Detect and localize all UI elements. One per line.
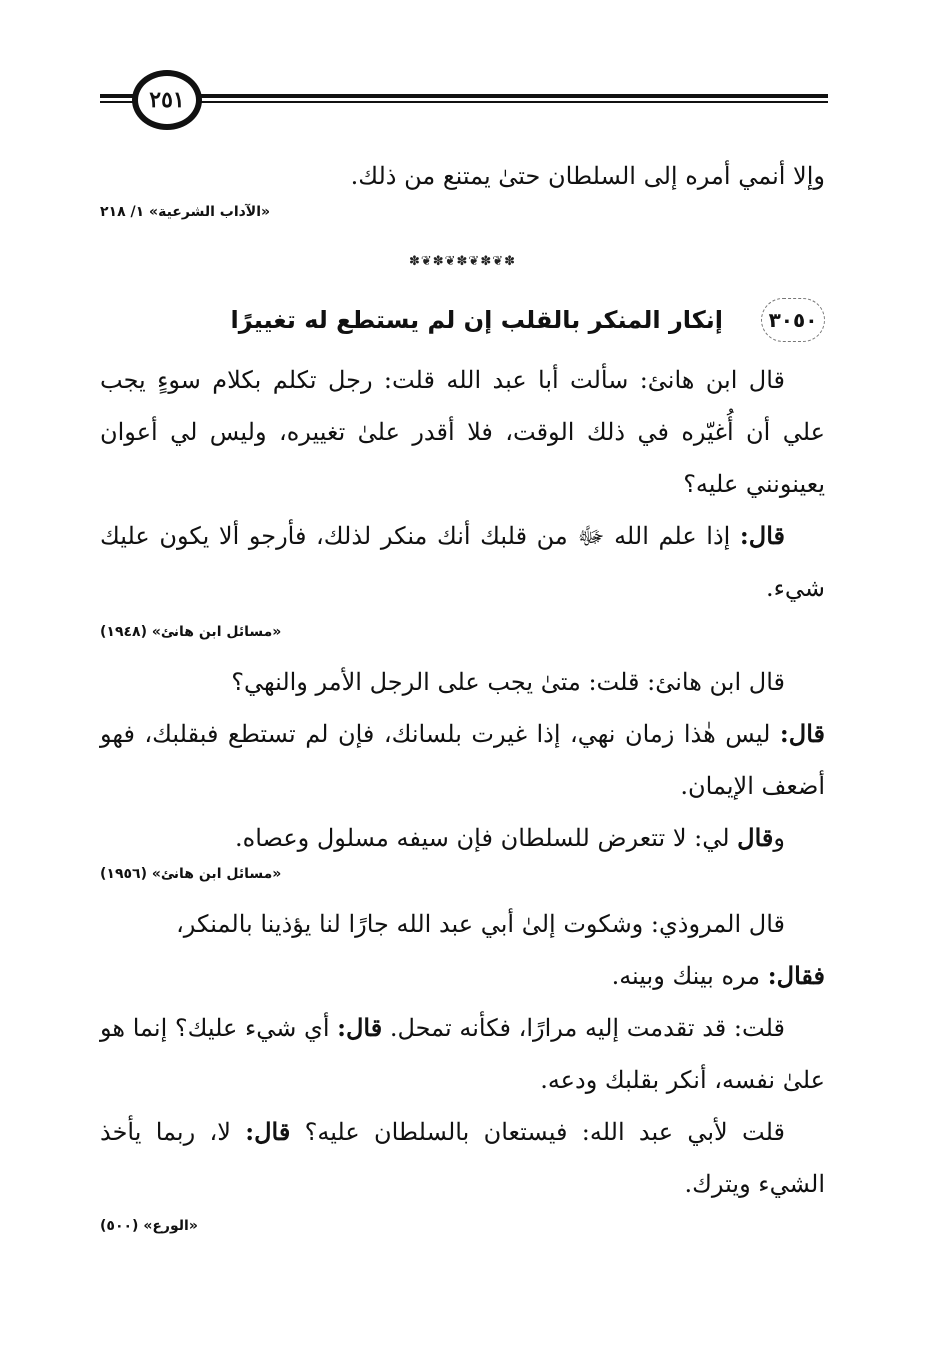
speaker-label: قال: bbox=[245, 1117, 291, 1146]
speaker-label: قال: bbox=[779, 719, 825, 748]
ornament-divider: ✽❦✽❦✽❦✽❦✽ bbox=[408, 254, 517, 269]
page-header bbox=[100, 68, 828, 132]
paragraph-1: قال ابن هانئ: سألت أبا عبد الله قلت: رجل تكلم بكلام سوءٍ يجب علي أن أُغيّره في ذلك الوقت، فلا أقدر علىٰ تغييره، وليس لي أعوان يعينونني عليه؟ bbox=[100, 366, 825, 498]
paragraph-text: لي: لا تتعرض للسلطان فإن سيفه مسلول وعصاه. bbox=[235, 824, 738, 852]
paragraph-4 bbox=[100, 708, 825, 812]
paragraph-5 bbox=[100, 812, 825, 864]
section-title: إنكار المنكر بالقلب إن لم يستطع له تغييرًا bbox=[230, 306, 723, 334]
header-rule-thick bbox=[100, 94, 828, 98]
paragraph-text: أي شيء عليك؟ إنما هو علىٰ نفسه، أنكر بقلبك ودعه. bbox=[100, 1014, 825, 1094]
reference-wara: «الورع» (٥٠٠) bbox=[100, 1218, 198, 1234]
header-rule-thin bbox=[100, 101, 828, 103]
page-number: ٢٥١ bbox=[132, 70, 202, 130]
speaker-label: فقال: bbox=[767, 961, 825, 990]
paragraph-text: لا، ربما يأخذ الشيء ويترك. bbox=[100, 1118, 825, 1198]
speaker-label: قال: bbox=[337, 1013, 383, 1042]
reference-adab: «الآداب الشرعية» ١/ ٢١٨ bbox=[100, 204, 271, 220]
paragraph-8 bbox=[100, 1002, 825, 1106]
paragraph-text: ليس هٰذا زمان نهي، إذا غيرت بلسانك، فإن لم تستطع فبقلبك، فهو أضعف الإيمان. bbox=[100, 720, 825, 800]
paragraph-2 bbox=[100, 510, 825, 614]
paragraph-3: قال ابن هانئ: قلت: متىٰ يجب على الرجل الأمر والنهي؟ bbox=[231, 668, 785, 696]
reference-ibn-hani-1948: «مسائل ابن هانئ» (١٩٤٨) bbox=[100, 624, 282, 640]
section-heading bbox=[100, 294, 825, 346]
paragraph-7 bbox=[100, 950, 825, 1002]
paragraph-text: إذا علم الله ﷻ من قلبك أنك منكر لذلك، فأرجو ألا يكون عليك شيء. bbox=[100, 522, 825, 602]
speaker-label: قال bbox=[737, 823, 774, 852]
paragraph-text: قلت: قد تقدمت إليه مرارًا، فكأنه تمحل. bbox=[382, 1014, 785, 1042]
section-number-badge: ٣٠٥٠ bbox=[761, 298, 825, 342]
paragraph-9 bbox=[100, 1106, 825, 1210]
paragraph-6: قال المروذي: وشكوت إلىٰ أبي عبد الله جارًا لنا يؤذينا بالمنكر، bbox=[176, 910, 785, 938]
speaker-label: قال: bbox=[739, 521, 785, 550]
paragraph-text: مره بينك وبينه. bbox=[611, 962, 768, 990]
paragraph-text: قلت لأبي عبد الله: فيستعان بالسلطان عليه؟ bbox=[290, 1118, 786, 1146]
reference-ibn-hani-1956: «مسائل ابن هانئ» (١٩٥٦) bbox=[100, 866, 282, 882]
page-body bbox=[100, 150, 825, 1236]
paragraph-prefix: و bbox=[773, 824, 785, 852]
intro-line: وإلا أنمي أمره إلى السلطان حتىٰ يمتنع من ذلك. bbox=[350, 162, 825, 190]
